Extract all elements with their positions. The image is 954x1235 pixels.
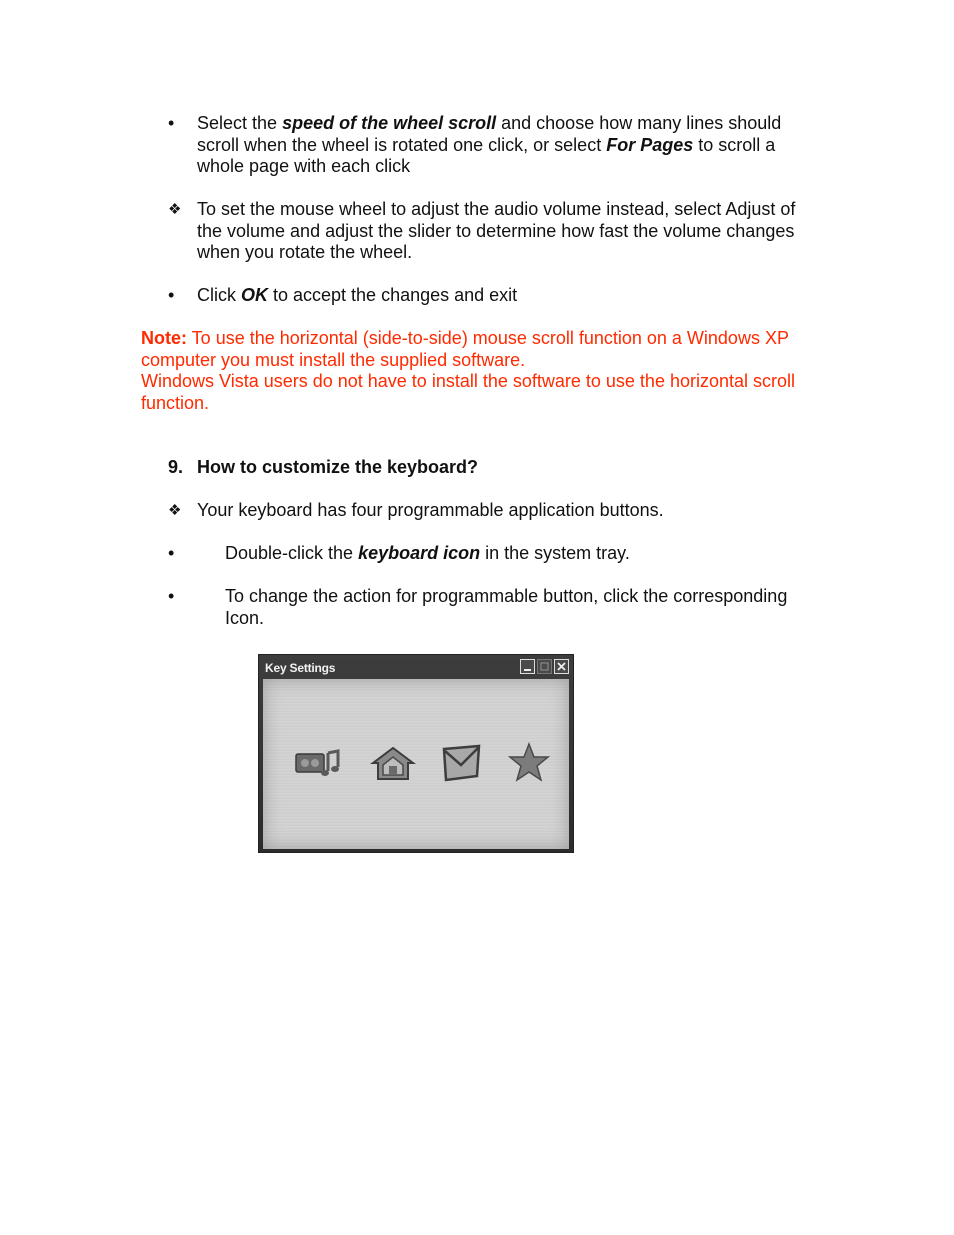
favorites-star-icon[interactable] [508, 742, 550, 782]
bullet-dot: • [168, 543, 175, 563]
paragraph-audio-volume: To set the mouse wheel to adjust the audio volume instead, select Adjust of the volume and adjust the slider to determine how fast the volume changes when you rotate the wheel. [197, 199, 796, 263]
key-settings-window [258, 654, 574, 853]
paragraph-click-ok: Click OK to accept the changes and exit [197, 285, 518, 305]
close-button[interactable] [554, 659, 569, 674]
mail-icon[interactable] [441, 743, 483, 783]
bullet-dot: • [168, 285, 175, 305]
minimize-button[interactable] [520, 659, 535, 674]
paragraph-change-action: To change the action for programmable button, click the corresponding Icon. [225, 586, 788, 628]
paragraph-double-click: Double-click the keyboard icon in the system tray. [225, 543, 630, 563]
window-title: Key Settings [265, 661, 336, 675]
emphasis-for-pages: For Pages [606, 134, 694, 155]
note-label: Note: [141, 328, 187, 348]
note-paragraph: Note: To use the horizontal (side-to-side) mouse scroll function on a Windows XP computer you must install the supplied software. Windows Vista users do not have to install the software to use the horizontal scroll function. [141, 328, 796, 413]
window-controls [520, 659, 569, 674]
emphasis-wheel-speed: speed of the wheel scroll [282, 113, 497, 133]
window-body [263, 679, 569, 849]
emphasis-ok: OK [241, 285, 268, 305]
emphasis-keyboard-icon: keyboard icon [358, 543, 481, 563]
bullet-diamond: ❖ [168, 502, 182, 519]
home-icon[interactable] [369, 745, 417, 783]
multimedia-icon[interactable] [294, 747, 344, 781]
minimize-icon [521, 660, 534, 673]
bullet-dot: • [168, 113, 175, 133]
section-number: 9. [168, 457, 184, 477]
section-heading: How to customize the keyboard? [197, 457, 479, 477]
bullet-diamond: ❖ [168, 201, 182, 218]
close-icon [555, 660, 568, 673]
note-vista-line: Windows Vista users do not have to install the software to use the horizontal scroll function. [141, 371, 796, 413]
paragraph-wheel-speed: Select the speed of the wheel scroll and choose how many lines should scroll when the wheel is rotated one click, or select For Pages to scroll a whole page with each click [197, 113, 782, 177]
maximize-button[interactable] [537, 659, 552, 674]
bullet-dot: • [168, 586, 175, 606]
maximize-icon [538, 660, 551, 673]
paragraph-four-buttons: Your keyboard has four programmable application buttons. [197, 500, 664, 520]
